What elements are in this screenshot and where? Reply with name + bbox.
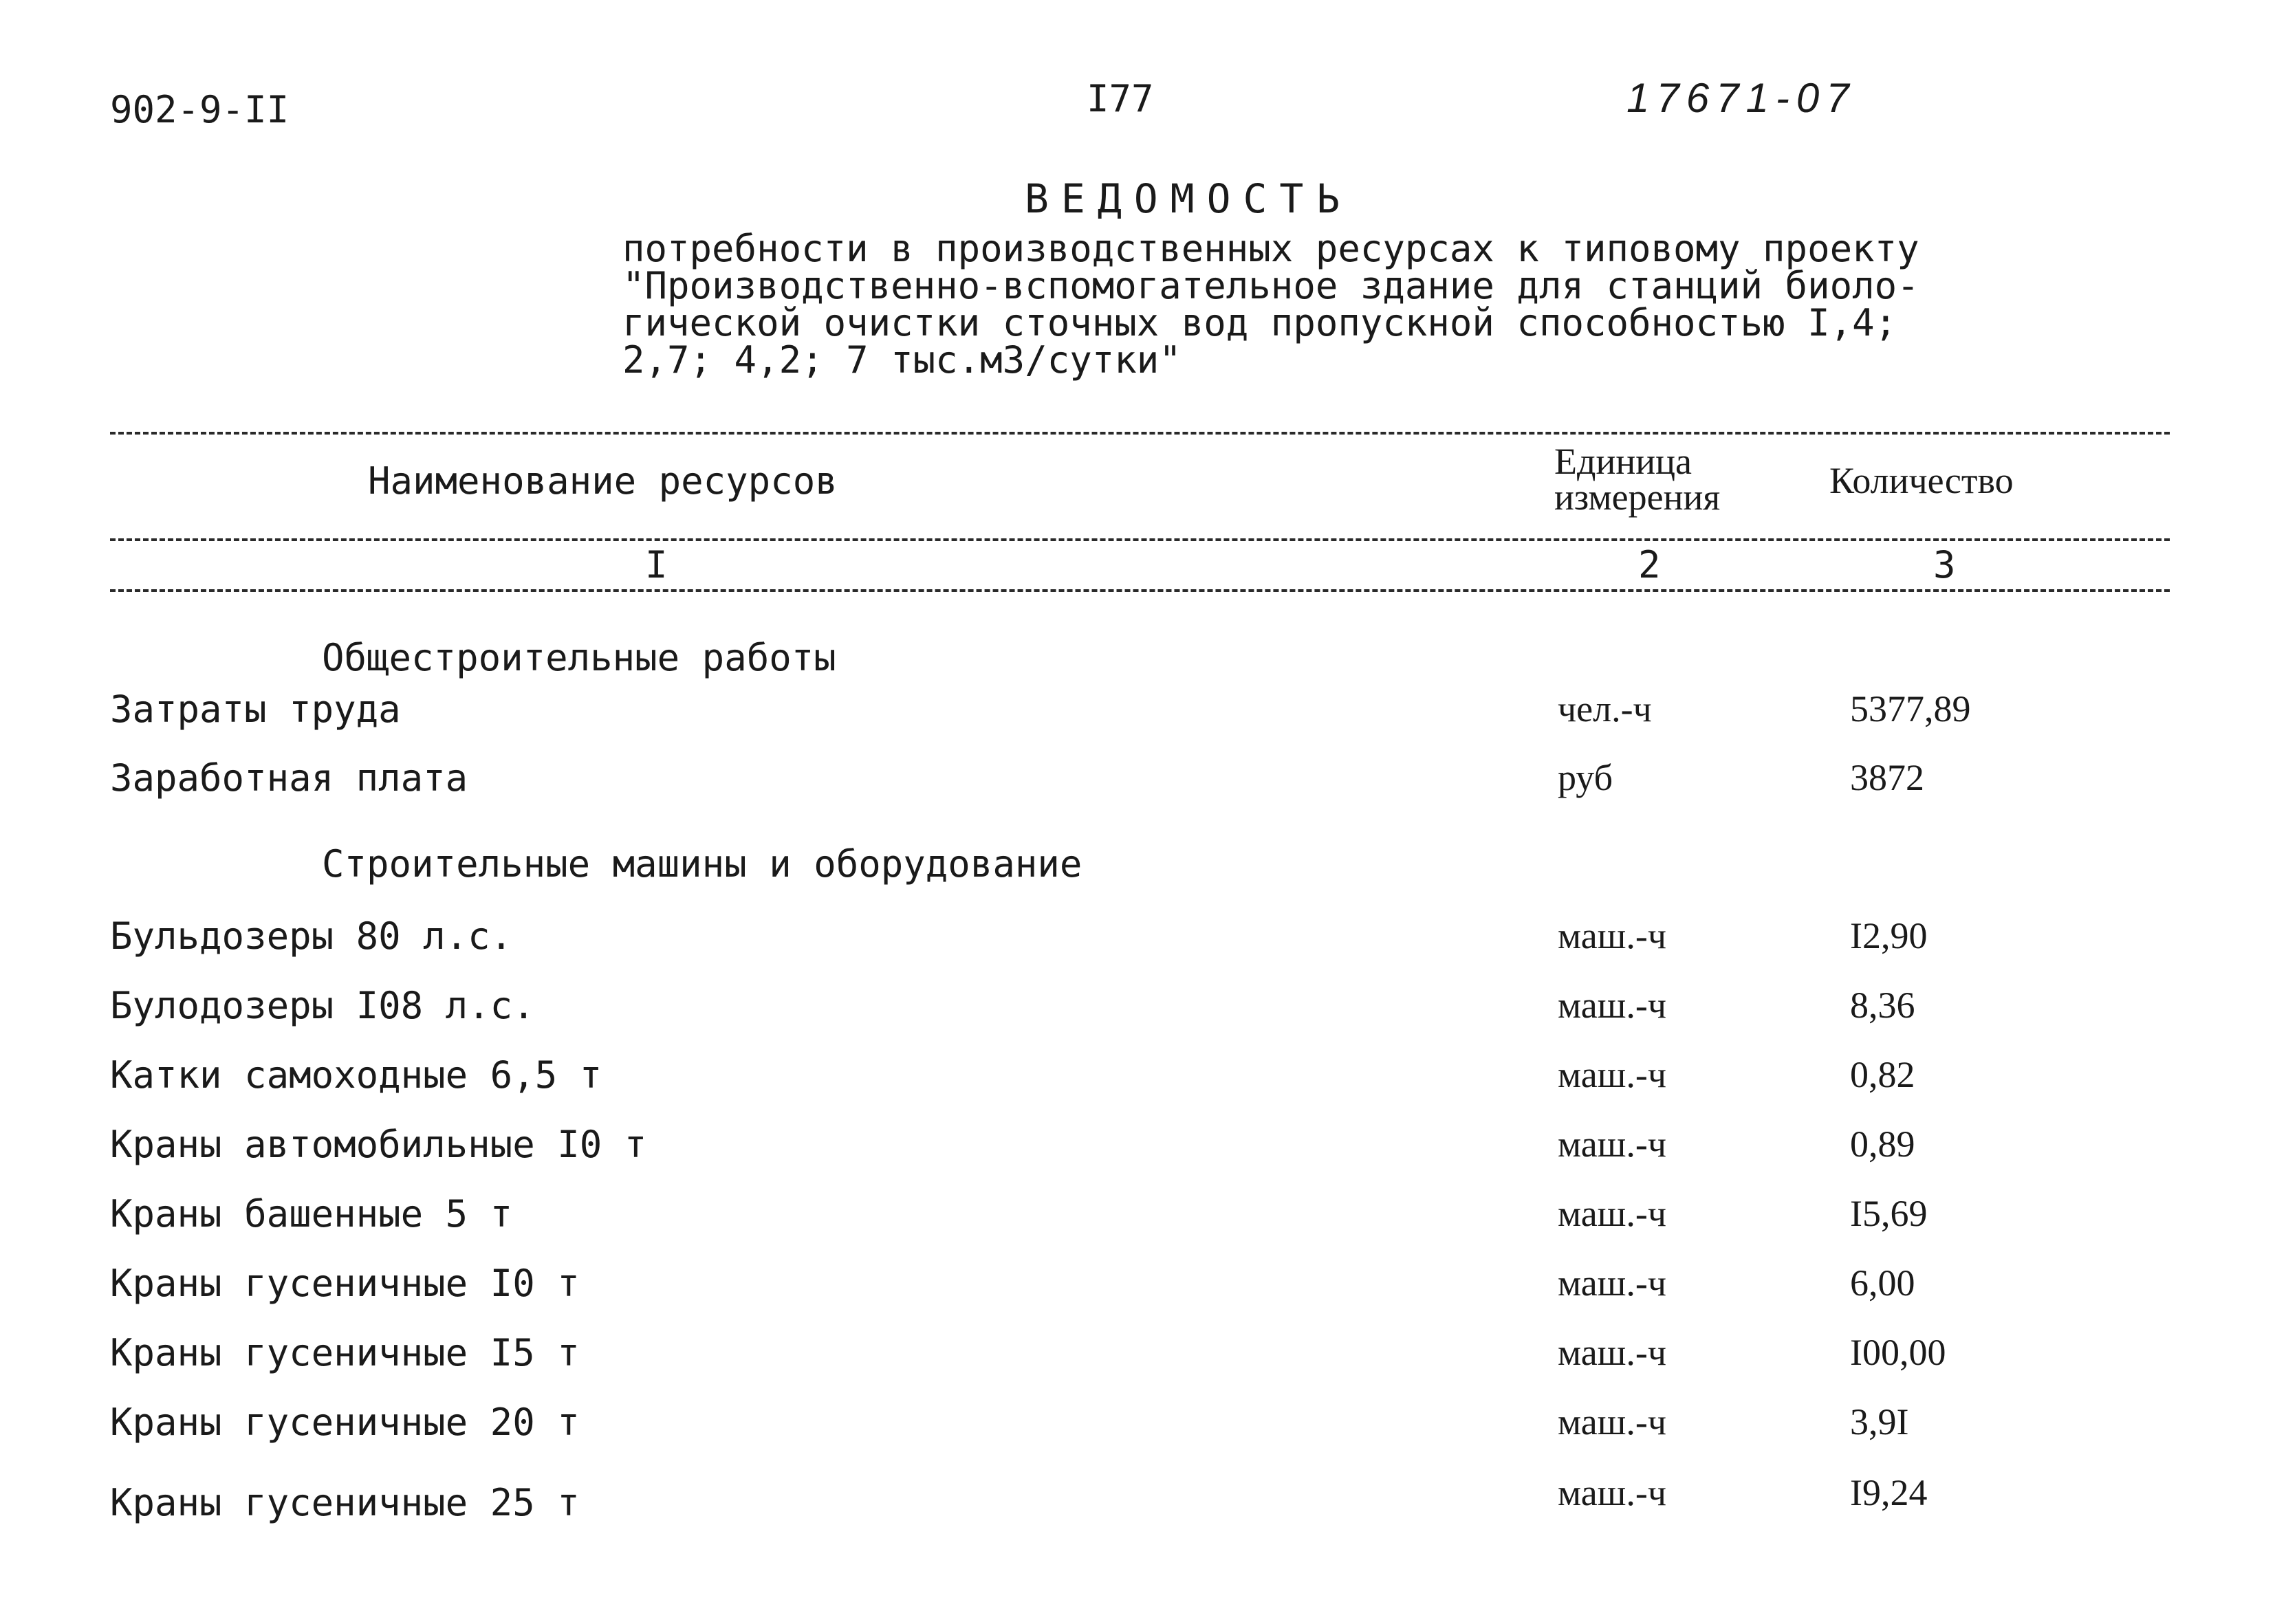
section-heading-machines: Строительные машины и оборудование xyxy=(322,842,1082,886)
resource-unit: маш.-ч xyxy=(1558,1193,1666,1234)
table-row xyxy=(0,1192,2275,1236)
resource-unit: чел.-ч xyxy=(1558,688,1652,729)
resource-name: Краны гусеничные 25 т xyxy=(110,1481,580,1524)
resource-unit: маш.-ч xyxy=(1558,1401,1666,1442)
resource-unit: маш.-ч xyxy=(1558,1054,1666,1095)
resource-unit: маш.-ч xyxy=(1558,1472,1666,1513)
table-row xyxy=(0,1331,2275,1372)
table-row xyxy=(0,914,2275,956)
table-row xyxy=(0,688,2275,729)
table-row xyxy=(0,756,2275,798)
column-header-unit xyxy=(1554,441,1767,518)
resource-name: Краны башенные 5 т xyxy=(110,1192,513,1236)
subtitle-line: 2,7; 4,2; 7 тыс.м3/сутки" xyxy=(622,338,1182,382)
resource-name: Булодозеры I08 л.с. xyxy=(110,984,535,1027)
resource-name: Краны автомобильные I0 т xyxy=(110,1123,647,1166)
resource-name: Катки самоходные 6,5 т xyxy=(110,1053,602,1097)
resource-quantity: I00,00 xyxy=(1850,1332,1946,1373)
section-heading-general-works: Общестроительные работы xyxy=(322,636,836,679)
resource-name: Бульдозеры 80 л.с. xyxy=(110,914,513,958)
column-header-name: Наименование ресурсов xyxy=(368,459,838,503)
resource-unit: маш.-ч xyxy=(1558,985,1666,1026)
resource-name: Краны гусеничные I5 т xyxy=(110,1331,580,1374)
resource-quantity: 3,9I xyxy=(1850,1401,1909,1442)
column-number-1: I xyxy=(645,543,668,586)
document-subtitle xyxy=(622,227,1929,382)
table-row xyxy=(0,1262,2275,1303)
resource-name: Заработная плата xyxy=(110,756,468,800)
table-row xyxy=(0,1471,2275,1524)
resource-quantity: I5,69 xyxy=(1850,1193,1928,1234)
resource-unit: маш.-ч xyxy=(1558,1332,1666,1373)
table-row xyxy=(0,1053,2275,1095)
resource-name: Краны гусеничные I0 т xyxy=(110,1262,580,1305)
column-header-unit-line2: измерения xyxy=(1554,476,1721,518)
table-row xyxy=(0,1401,2275,1442)
resource-quantity: 0,82 xyxy=(1850,1054,1915,1095)
resource-quantity: I9,24 xyxy=(1850,1472,1928,1513)
column-header-unit-line1: Единица xyxy=(1554,441,1692,482)
subtitle-line: гической очистки сточных вод пропускной способностью I,4; xyxy=(622,301,1897,344)
resource-quantity: 0,89 xyxy=(1850,1123,1915,1165)
resource-name: Краны гусеничные 20 т xyxy=(110,1401,580,1444)
page-number: I77 xyxy=(1087,77,1154,120)
resource-unit: маш.-ч xyxy=(1558,915,1666,956)
column-number-3: 3 xyxy=(1933,543,1956,586)
subtitle-line: потребности в производственных ресурсах к типовому проекту xyxy=(622,227,1919,270)
column-header-quantity: Количество xyxy=(1829,460,2014,501)
resource-quantity: I2,90 xyxy=(1850,915,1928,956)
table-row xyxy=(0,984,2275,1025)
resource-unit: маш.-ч xyxy=(1558,1262,1666,1304)
resource-quantity: 5377,89 xyxy=(1850,688,1971,729)
resource-name: Затраты труда xyxy=(110,688,401,731)
subtitle-line: "Производственно-вспомогательное здание для станций биоло- xyxy=(622,264,1919,307)
resource-unit: маш.-ч xyxy=(1558,1123,1666,1165)
document-code: 902-9-II xyxy=(110,88,290,131)
resource-unit: руб xyxy=(1558,757,1613,798)
resource-quantity: 6,00 xyxy=(1850,1262,1915,1304)
resource-quantity: 8,36 xyxy=(1850,985,1915,1026)
column-number-2: 2 xyxy=(1638,543,1661,586)
handwritten-stamp-number: 17671-07 xyxy=(1626,75,1856,121)
table-top-rule xyxy=(110,432,2170,435)
table-header-rule xyxy=(110,538,2170,541)
resource-quantity: 3872 xyxy=(1850,757,1924,798)
document-title: ВЕДОМОСТЬ xyxy=(1025,175,1353,222)
table-row xyxy=(0,1123,2275,1164)
table-numbering-rule xyxy=(110,589,2170,592)
